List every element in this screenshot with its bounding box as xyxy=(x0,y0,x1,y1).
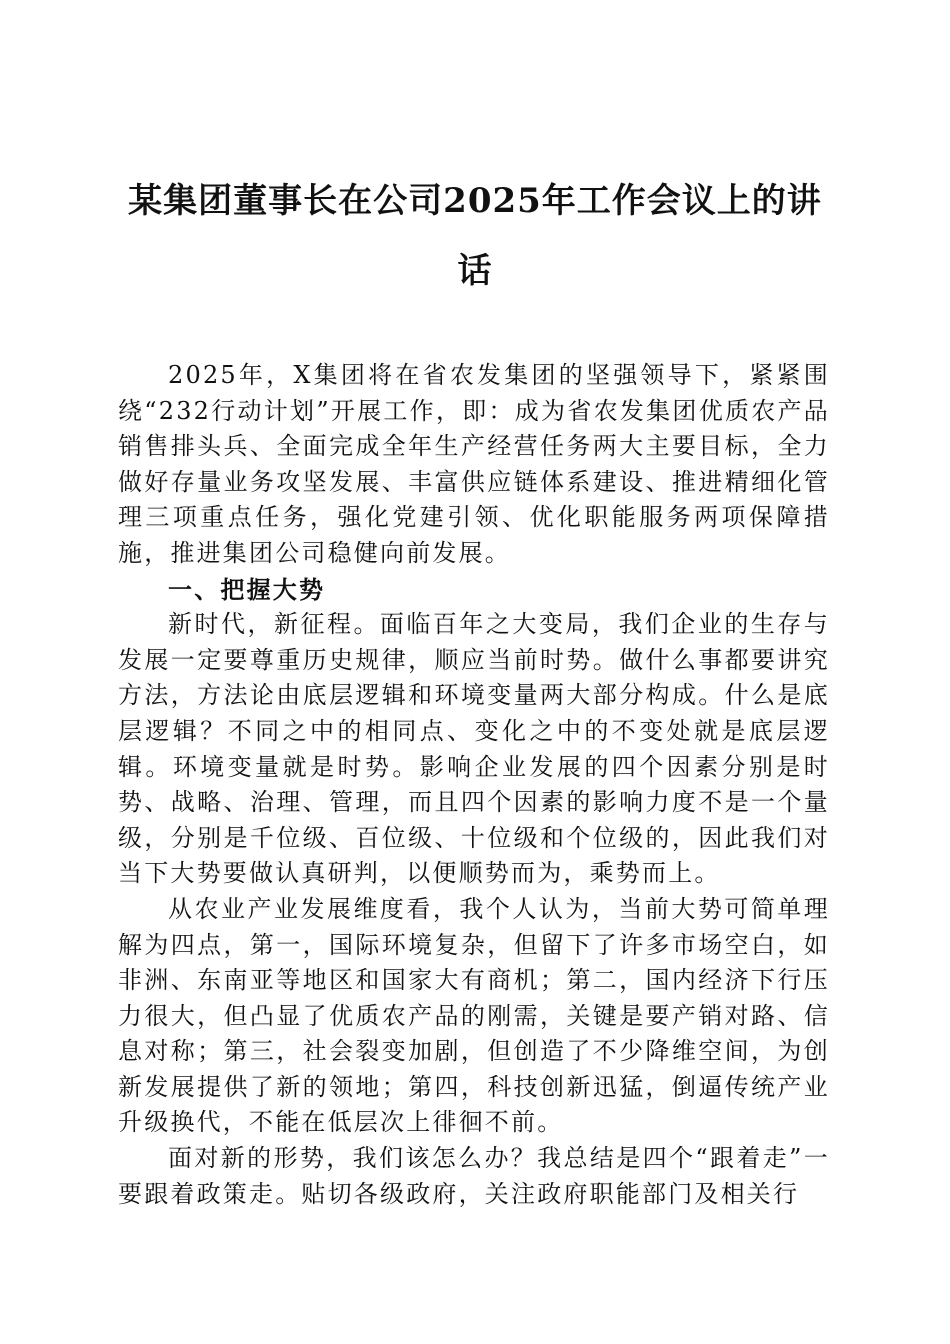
paragraph-4: 面对新的形势，我们该怎么办？我总结是四个“跟着走”一要跟着政策走。贴切各级政府，关注政府职能部门及相关行 xyxy=(118,1144,830,1208)
document-body xyxy=(118,358,830,1212)
document-title xyxy=(100,166,850,306)
title-line-1: 某集团董事长在公司2025年工作会议上的讲 xyxy=(128,181,822,221)
section-heading-1: 一、把握大势 xyxy=(168,574,326,604)
paragraph-2: 新时代，新征程。面临百年之大变局，我们企业的生存与发展一定要尊重历史规律，顺应当前时势。做什么事都要讲究方法，方法论由底层逻辑和环境变量两大部分构成。什么是底层逻辑？不同之中的相同点、变化之中的不变处就是底层逻辑。环境变量就是时势。影响企业发展的四个因素分别是时势、战略、治理、管理，而且四个因素的影响力度不是一个量级，分别是千位级、百位级、十位级和个位级的，因此我们对当下大势要做认真研判，以便顺势而为，乘势而上。 xyxy=(118,610,830,888)
paragraph-3: 从农业产业发展维度看，我个人认为，当前大势可简单理解为四点，第一，国际环境复杂，但留下了许多市场空白，如非洲、东南亚等地区和国家大有商机；第二，国内经济下行压力很大，但凸显了优质农产品的刚需，关键是要产销对路、信息对称；第三，社会裂变加剧，但创造了不少降维空间，为创新发展提供了新的领地；第四，科技创新迅猛，倒逼传统产业升级换代，不能在低层次上徘徊不前。 xyxy=(118,894,830,1137)
paragraph-intro: 2025年，X集团将在省农发集团的坚强领导下，紧紧围绕“232行动计划”开展工作，即：成为省农发集团优质农产品销售排头兵、全面完成全年生产经营任务两大主要目标，全力做好存量业务攻坚发展、丰富供应链体系建设、推进精细化管理三项重点任务，强化党建引领、优化职能服务两项保障措施，推进集团公司稳健向前发展。 xyxy=(118,361,830,567)
title-line-2: 话 xyxy=(457,251,493,291)
